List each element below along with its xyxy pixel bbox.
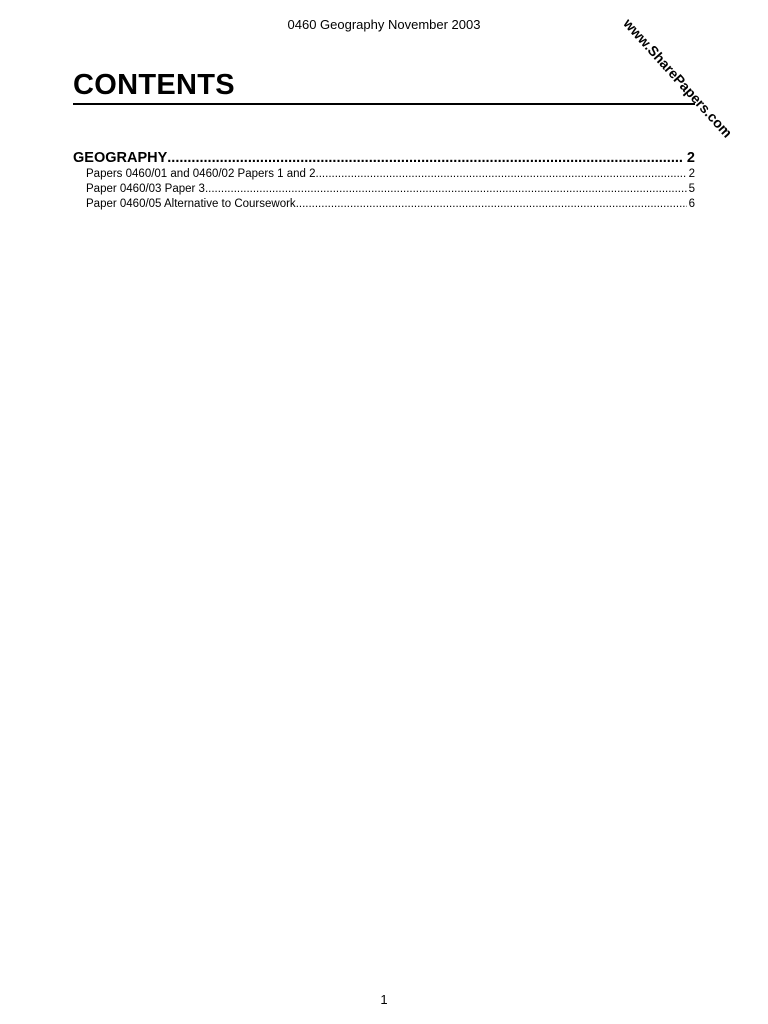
page-number: 1 — [380, 992, 388, 1007]
toc-entry-label: Paper 0460/03 Paper 3 — [86, 183, 205, 195]
toc-section-geography[interactable] — [73, 150, 695, 167]
toc-leader-dots — [205, 182, 687, 197]
watermark: www.SharePapers.com — [620, 15, 736, 141]
toc-entry-alternative-to-coursework[interactable] — [73, 197, 695, 212]
page-header: 0460 Geography November 2003 — [287, 17, 481, 32]
toc-entry-page: 5 — [688, 183, 695, 195]
table-of-contents — [73, 150, 695, 212]
toc-entry-label: Papers 0460/01 and 0460/02 Papers 1 and 2 — [86, 168, 316, 180]
toc-entry-page: 6 — [688, 198, 695, 210]
toc-section-page: 2 — [686, 150, 695, 166]
toc-section-label: GEOGRAPHY — [73, 150, 168, 166]
toc-leader-dots — [167, 150, 683, 167]
toc-leader-dots — [316, 167, 687, 182]
toc-entry-page: 2 — [688, 168, 695, 180]
toc-entry-label: Paper 0460/05 Alternative to Coursework — [86, 198, 296, 210]
page-title: CONTENTS — [73, 69, 235, 101]
toc-leader-dots — [296, 197, 687, 212]
title-divider — [73, 103, 695, 105]
toc-entry-paper-3[interactable] — [73, 182, 695, 197]
toc-entry-papers-1-and-2[interactable] — [73, 167, 695, 182]
